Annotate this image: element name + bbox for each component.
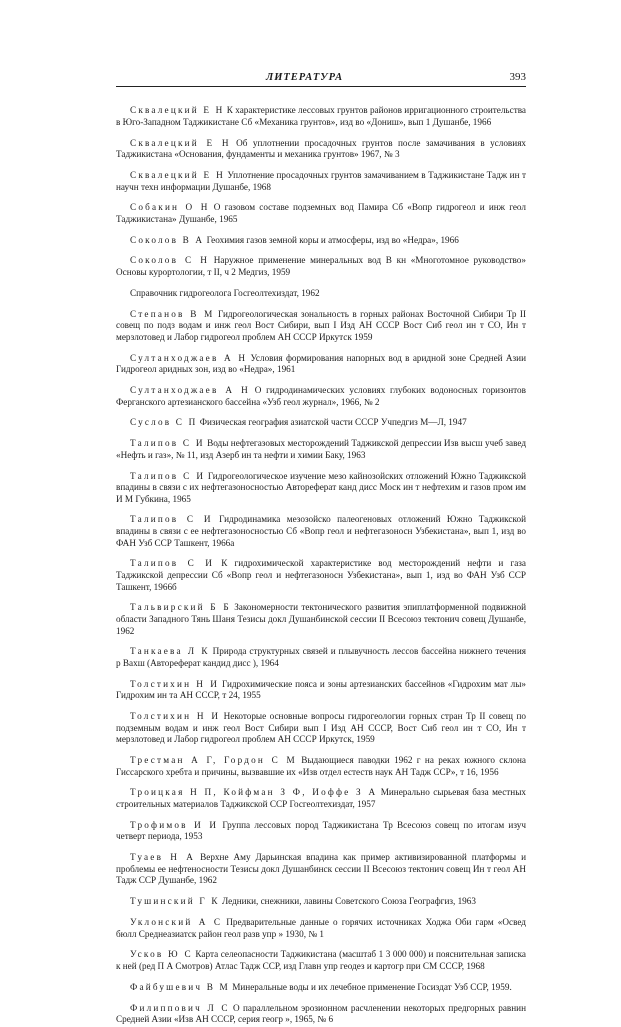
reference-author: Толстихин Н И xyxy=(130,678,220,689)
reference-text: Об уплотнении просадочных грунтов после замачивания в условиях Таджикистана «Основания, фундаменты и механика грунтов» 1967, № 3 xyxy=(116,137,527,160)
reference-entry xyxy=(116,235,526,247)
reference-entry xyxy=(116,255,526,278)
reference-text: Карта селеопасности Таджикистана (масштаб 1 3 000 000) и пояснительная записка к ней (ред П А Смотров) Атлас Тадж ССР, изд Главн упр геодез и картогр при СМ СССР, 1968 xyxy=(116,949,527,971)
reference-text: Группа лессовых пород Таджикистана Тр Всесоюз совещ по итогам изуч четверт периода, 1953 xyxy=(116,819,526,842)
reference-author: Трофимов И И xyxy=(130,819,219,830)
reference-entry xyxy=(116,170,526,193)
reference-text: Предварительные данные о горячих источниках Ходжа Оби гарм «Освед бюлл Среднеазиатск район геол разв упр » 1930, № 1 xyxy=(116,916,526,939)
reference-entry xyxy=(116,138,526,161)
reference-text: Минеральные воды и их лечебное применение Госиздат Узб ССР, 1959. xyxy=(229,981,512,992)
reference-entry xyxy=(116,896,526,908)
reference-entry xyxy=(116,558,526,593)
reference-entry xyxy=(116,309,526,344)
reference-entry xyxy=(116,602,526,637)
page-number: 393 xyxy=(509,71,526,83)
reference-text: Физическая география азиатской части СССР Учпедгиз М—Л, 1947 xyxy=(197,417,467,428)
reference-text: Гидрогеологическое изучение мезо кайнозойских отложений Южно Таджикской впадины в связи с их нефтегазоносностью Автореферат канд дисс Моск ин т нефтехим и газов пром им И М Губкина, 1965 xyxy=(116,470,526,504)
reference-author: Степанов В М xyxy=(130,308,215,319)
reference-author: Соколов В А xyxy=(130,234,205,245)
reference-text: Гидрогеологическая зональность в горных районах Восточной Сибири Тр II совещ по подз водам и инж геол Вост Сибири, вып I Изд АН СССР Вост Сиб геол ин т СО, Ин т мерзлотовед и Лабор гидрогеол проблем АН СССР Иркутск 1959 xyxy=(116,308,527,342)
reference-author: Талипов С И xyxy=(130,438,205,449)
reference-entry xyxy=(116,288,526,300)
reference-entry xyxy=(116,917,526,940)
reference-text: К характеристике лессовых грунтов районов ирригационного строительства в Юго-Западном Таджикистане Сб «Механика грунтов», изд во «Дониш», вып 1 Душанбе, 1966 xyxy=(116,105,527,127)
reference-author: Суслов С П xyxy=(130,417,198,428)
reference-author: Тальвирский Б Б xyxy=(130,602,231,613)
reference-author: Султанходжаев А Н xyxy=(130,384,250,395)
reference-author: Толстихин Н И xyxy=(130,711,221,722)
reference-entry xyxy=(116,385,526,408)
reference-author: Трестман А Г, Гордон С М xyxy=(130,755,297,766)
reference-text: Верхне Аму Дарьинская впадина как пример активизированной платформы и проблемы ее нефтеносности Тезисы докл Душанбинск сессии II Всесоюз тектонич совещ Ин т геол АН Тадж ССР Душанбе, 1962 xyxy=(116,852,526,886)
reference-text: Минерально сырьевая база местных строительных материалов Таджикской ССР Госгеолтехиздат, 1957 xyxy=(116,787,526,810)
reference-entry xyxy=(116,471,526,506)
reference-text: О параллельном эрозионном расчленении некоторых предгорных равнин Средней Азии «Изв АН СССР, серия геогр », 1965, № 6 xyxy=(116,1002,526,1025)
reference-text: Ледники, снежники, лавины Советского Союза Географгиз, 1963 xyxy=(219,896,476,907)
reference-text: Воды нефтегазовых месторождений Таджикской депрессии Изв высш учеб завед «Нефть и газ», № 11, изд Азерб ин та нефти и химии Баку, 1963 xyxy=(116,438,526,460)
reference-author: Соколов С Н xyxy=(130,255,210,266)
reference-author: Тушинский Г К xyxy=(130,896,220,907)
reference-author: Файбушевич В М xyxy=(130,981,230,992)
reference-entry xyxy=(116,105,526,128)
reference-text: О газовом составе подземных вод Памира Сб «Вопр гидрогеол и инж геол Таджикистана» Душанбе, 1965 xyxy=(116,202,526,224)
reference-entry xyxy=(116,202,526,225)
reference-author: Сквалецкий Е Н xyxy=(130,169,225,180)
reference-entry xyxy=(116,438,526,461)
page-header xyxy=(116,70,526,87)
reference-author: Троицкая Н П, Койфман З Ф, Иоффе З А xyxy=(130,787,378,798)
reference-entry xyxy=(116,949,526,972)
reference-text: К гидрохимической характеристике вод месторождений нефти и газа Таджикской депрессии Сб «Вопр геол и нефтегазоносн Узбекистана», вып 1, изд во ФАН Узб ССР Ташкент, 1966б xyxy=(116,558,526,592)
reference-entry xyxy=(116,787,526,810)
reference-entry xyxy=(116,1003,526,1026)
reference-entry xyxy=(116,417,526,429)
reference-entry xyxy=(116,711,526,746)
reference-text: Выдающиеся паводки 1962 г на реках южного склона Гиссарского хребта и причины, вызвавшие их «Изв отдел естеств наук АН Тадж ССР», т 16, 1956 xyxy=(116,755,526,777)
reference-entry xyxy=(116,820,526,843)
reference-author: Усков Ю С xyxy=(130,949,193,960)
reference-text: Геохимия газов земной коры и атмосферы, изд во «Недра», 1966 xyxy=(204,234,459,245)
reference-entry xyxy=(116,982,526,994)
reference-text: Природа структурных связей и плывучность лессов бассейна нижнего течения р Вахш (Автореферат кандид дисс ), 1964 xyxy=(116,646,526,668)
reference-author: Уклонский А С xyxy=(130,916,223,927)
reference-author: Собакин О Н xyxy=(130,202,210,213)
reference-text: Закономерности тектонического развития эпиплатформенной подвижной области Западного Тянь Шаня Тезисы докл Душанбинской сессии II Всесоюз тектонич совещ Душанбе, 1962 xyxy=(116,602,527,636)
reference-entry xyxy=(116,679,526,702)
reference-text: Некоторые основные вопросы гидрогеологии горных стран Тр II совещ по подземным водам и инж геол Вост Сибири вып I Изд АН СССР, Вост Сиб геол ин т СО, Ин т мерзлотовед и Лабор гидрогеол проблем АН СССР Иркутск, 1959 xyxy=(116,711,526,745)
reference-author: Филиппович Л С xyxy=(130,1002,230,1013)
reference-text: Наружное применение минеральных вод В кн «Многотомное руководство» Основы курортологии, т II, ч 2 Медгиз, 1959 xyxy=(116,255,526,278)
reference-entry xyxy=(116,353,526,376)
reference-entry xyxy=(116,852,526,887)
reference-list xyxy=(116,96,526,1027)
reference-text: Уплотнение просадочных грунтов замачиванием в Таджикистане Тадж ин т научн техн информации Душанбе, 1968 xyxy=(116,169,527,192)
reference-text: Условия формирования напорных вод в аридной зоне Средней Азии Гидрогеол аридных зон, изд во «Недра», 1961 xyxy=(116,352,526,375)
reference-text: О гидродинамических условиях глубоких водоносных горизонтов Ферганского артезианского бассейна «Узб геол журнал», 1966, № 2 xyxy=(116,384,526,407)
reference-entry xyxy=(116,646,526,669)
reference-author: Танкаева Л К xyxy=(130,646,210,657)
reference-author: Талипов С И xyxy=(130,558,215,569)
running-title: ЛИТЕРАТУРА xyxy=(266,72,344,83)
reference-entry xyxy=(116,755,526,778)
reference-text: Гидродинамика мезозойско палеогеновых отложений Южно Таджикской впадины в связи с ее нефтегазоносностью Сб «Вопр геол и нефтегазоносн Узбекистана», вып 1, изд во ФАН Узб ССР Ташкент, 1966а xyxy=(116,514,526,548)
reference-entry xyxy=(116,514,526,549)
reference-author: Сквалецкий Е Н xyxy=(130,105,225,116)
reference-text: Гидрохимические пояса и зоны артезианских бассейнов «Гидрохим мат лы» Гидрохим ин та АН СССР, т 24, 1955 xyxy=(116,678,526,701)
reference-text: Справочник гидрогеолога Госгеолтехиздат, 1962 xyxy=(130,287,320,298)
reference-author: Туаев Н А xyxy=(130,852,196,863)
reference-author: Султанходжаев А Н xyxy=(130,352,248,363)
reference-author: Талипов С И xyxy=(130,470,206,481)
reference-author: Сквалецкий Е Н xyxy=(130,137,231,148)
reference-author: Талипов С И xyxy=(130,514,213,525)
